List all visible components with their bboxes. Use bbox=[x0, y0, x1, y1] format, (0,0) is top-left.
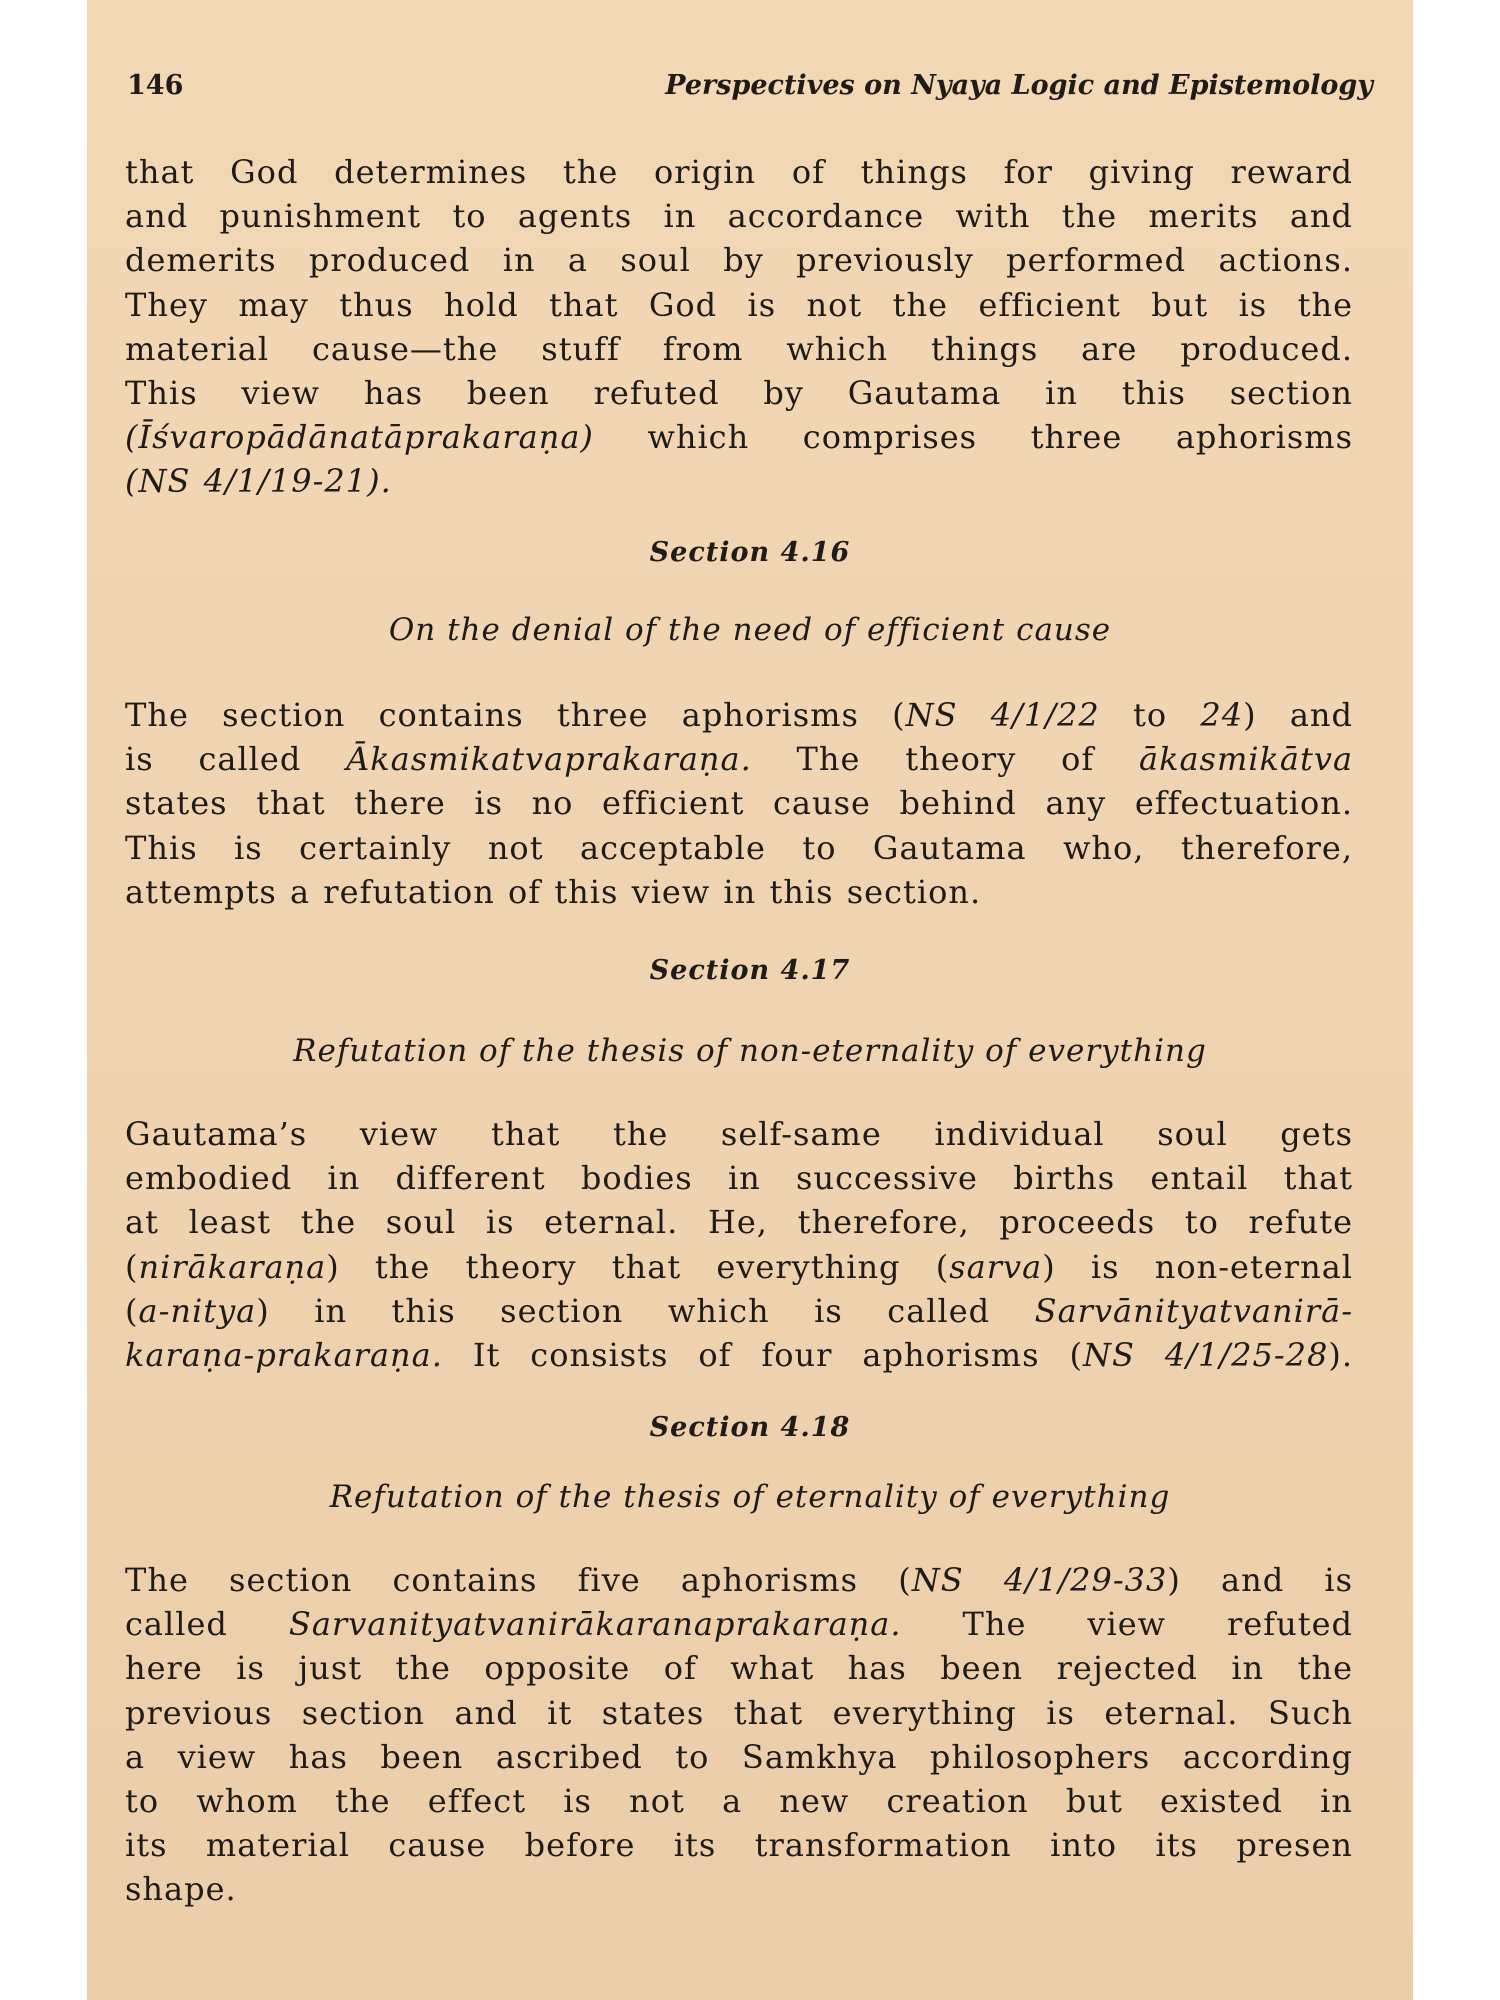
text-line: and punishment to agents in accordance with the merits and bbox=[125, 197, 1353, 236]
book-page bbox=[87, 0, 1413, 2000]
sanskrit-term: a-nitya bbox=[138, 1291, 257, 1330]
text-fragment: ( bbox=[125, 1291, 139, 1330]
text-line: This view has been refuted by Gautama in this section bbox=[125, 374, 1353, 413]
text-fragment: ). bbox=[1328, 1336, 1353, 1375]
text-fragment: ) in this section which is called bbox=[256, 1291, 1035, 1330]
text-fragment: The view refuted bbox=[901, 1605, 1354, 1644]
sanskrit-term: karaṇa-prakaraṇa. bbox=[125, 1336, 443, 1375]
citation: 24 bbox=[1200, 696, 1244, 734]
intro-paragraph bbox=[125, 150, 1353, 504]
text-line bbox=[125, 459, 1353, 503]
text-line bbox=[125, 1289, 1353, 1333]
text-line: demerits produced in a soul by previously performed actions. bbox=[125, 241, 1353, 280]
text-line: They may thus hold that God is not the efficient but is the bbox=[125, 285, 1353, 324]
text-line bbox=[125, 737, 1353, 781]
text-fragment: The section contains five aphorisms ( bbox=[125, 1561, 912, 1599]
section-4-18-title: Refutation of the thesis of eternality of everything bbox=[329, 1479, 1171, 1515]
text-fragment: called bbox=[125, 1605, 289, 1644]
text-line: its material cause before its transformation into its presen bbox=[125, 1826, 1353, 1865]
text-fragment: ( bbox=[125, 1247, 139, 1286]
running-title: Perspectives on Nyaya Logic and Epistemology bbox=[665, 70, 1373, 101]
sanskrit-term: Sarvānityatvanirā- bbox=[1034, 1291, 1353, 1330]
sanskrit-term: ākasmikātva bbox=[1138, 740, 1354, 779]
section-4-16-number: Section 4.16 bbox=[649, 537, 851, 568]
text-fragment: ) the theory that everything ( bbox=[326, 1247, 950, 1286]
text-fragment: The section contains three aphorisms ( bbox=[125, 696, 906, 734]
text-line: Gautama’s view that the self-same individual soul gets bbox=[125, 1115, 1353, 1153]
sanskrit-term: sarva bbox=[949, 1247, 1043, 1286]
text-line bbox=[125, 1602, 1353, 1646]
text-line bbox=[125, 693, 1353, 737]
text-fragment: to bbox=[1099, 696, 1201, 734]
text-line bbox=[125, 1333, 1353, 1377]
text-line bbox=[125, 415, 1353, 459]
section-4-17-title: Refutation of the thesis of non-eternality of everything bbox=[293, 1033, 1207, 1069]
text-fragment: The theory of bbox=[751, 740, 1139, 779]
text-line: material cause—the stuff from which things are produced. bbox=[125, 329, 1353, 368]
section-4-17-number: Section 4.17 bbox=[649, 955, 851, 986]
text-fragment: is called bbox=[125, 740, 347, 779]
sanskrit-term: (Īśvaropādānatāprakaraṇa) bbox=[125, 418, 594, 457]
sanskrit-term: Ākasmikatvaprakaraṇa. bbox=[346, 740, 752, 779]
section-4-18-paragraph bbox=[125, 1558, 1353, 1912]
text-line: attempts a refutation of this view in this section. bbox=[125, 872, 982, 911]
text-line: that God determines the origin of things for giving reward bbox=[125, 153, 1353, 191]
text-fragment: It consists of four aphorisms ( bbox=[442, 1336, 1083, 1375]
text-fragment: ) and bbox=[1243, 696, 1354, 734]
section-4-18-number: Section 4.18 bbox=[649, 1412, 851, 1443]
page-number: 146 bbox=[127, 70, 184, 101]
text-line: states that there is no efficient cause behind any effectuation. bbox=[125, 784, 1353, 823]
section-4-17-paragraph bbox=[125, 1112, 1353, 1377]
text-line: to whom the effect is not a new creation but existed in bbox=[125, 1782, 1353, 1821]
sanskrit-term: nirākaraṇa bbox=[138, 1247, 327, 1286]
text-line: previous section and it states that everything is eternal. Such bbox=[125, 1693, 1353, 1732]
section-4-16-title: On the denial of the need of efficient cause bbox=[388, 612, 1112, 648]
citation: NS 4/1/25-28 bbox=[1082, 1336, 1329, 1375]
citation: NS 4/1/22 bbox=[905, 696, 1100, 734]
page-header bbox=[127, 70, 1373, 110]
text-line: here is just the opposite of what has been rejected in the bbox=[125, 1649, 1353, 1688]
text-line: This is certainly not acceptable to Gautama who, therefore, bbox=[125, 828, 1353, 867]
text-line bbox=[125, 1558, 1353, 1602]
citation: NS 4/1/29-33 bbox=[911, 1561, 1168, 1599]
text-line bbox=[125, 1245, 1353, 1289]
text-line: at least the soul is eternal. He, therefore, proceeds to refute bbox=[125, 1203, 1353, 1242]
text-fragment: which comprises three aphorisms bbox=[593, 418, 1353, 457]
text-line: embodied in different bodies in successive births entail that bbox=[125, 1159, 1353, 1198]
text-line: shape. bbox=[125, 1870, 237, 1909]
text-fragment: ) is non-eternal bbox=[1042, 1247, 1354, 1286]
text-line: a view has been ascribed to Samkhya philosophers according bbox=[125, 1737, 1353, 1776]
citation: (NS 4/1/19-21). bbox=[125, 462, 392, 501]
sanskrit-term: Sarvanityatvanirākaranaprakaraṇa. bbox=[288, 1605, 902, 1644]
text-fragment: ) and is bbox=[1167, 1561, 1354, 1599]
section-4-16-paragraph bbox=[125, 693, 1353, 914]
